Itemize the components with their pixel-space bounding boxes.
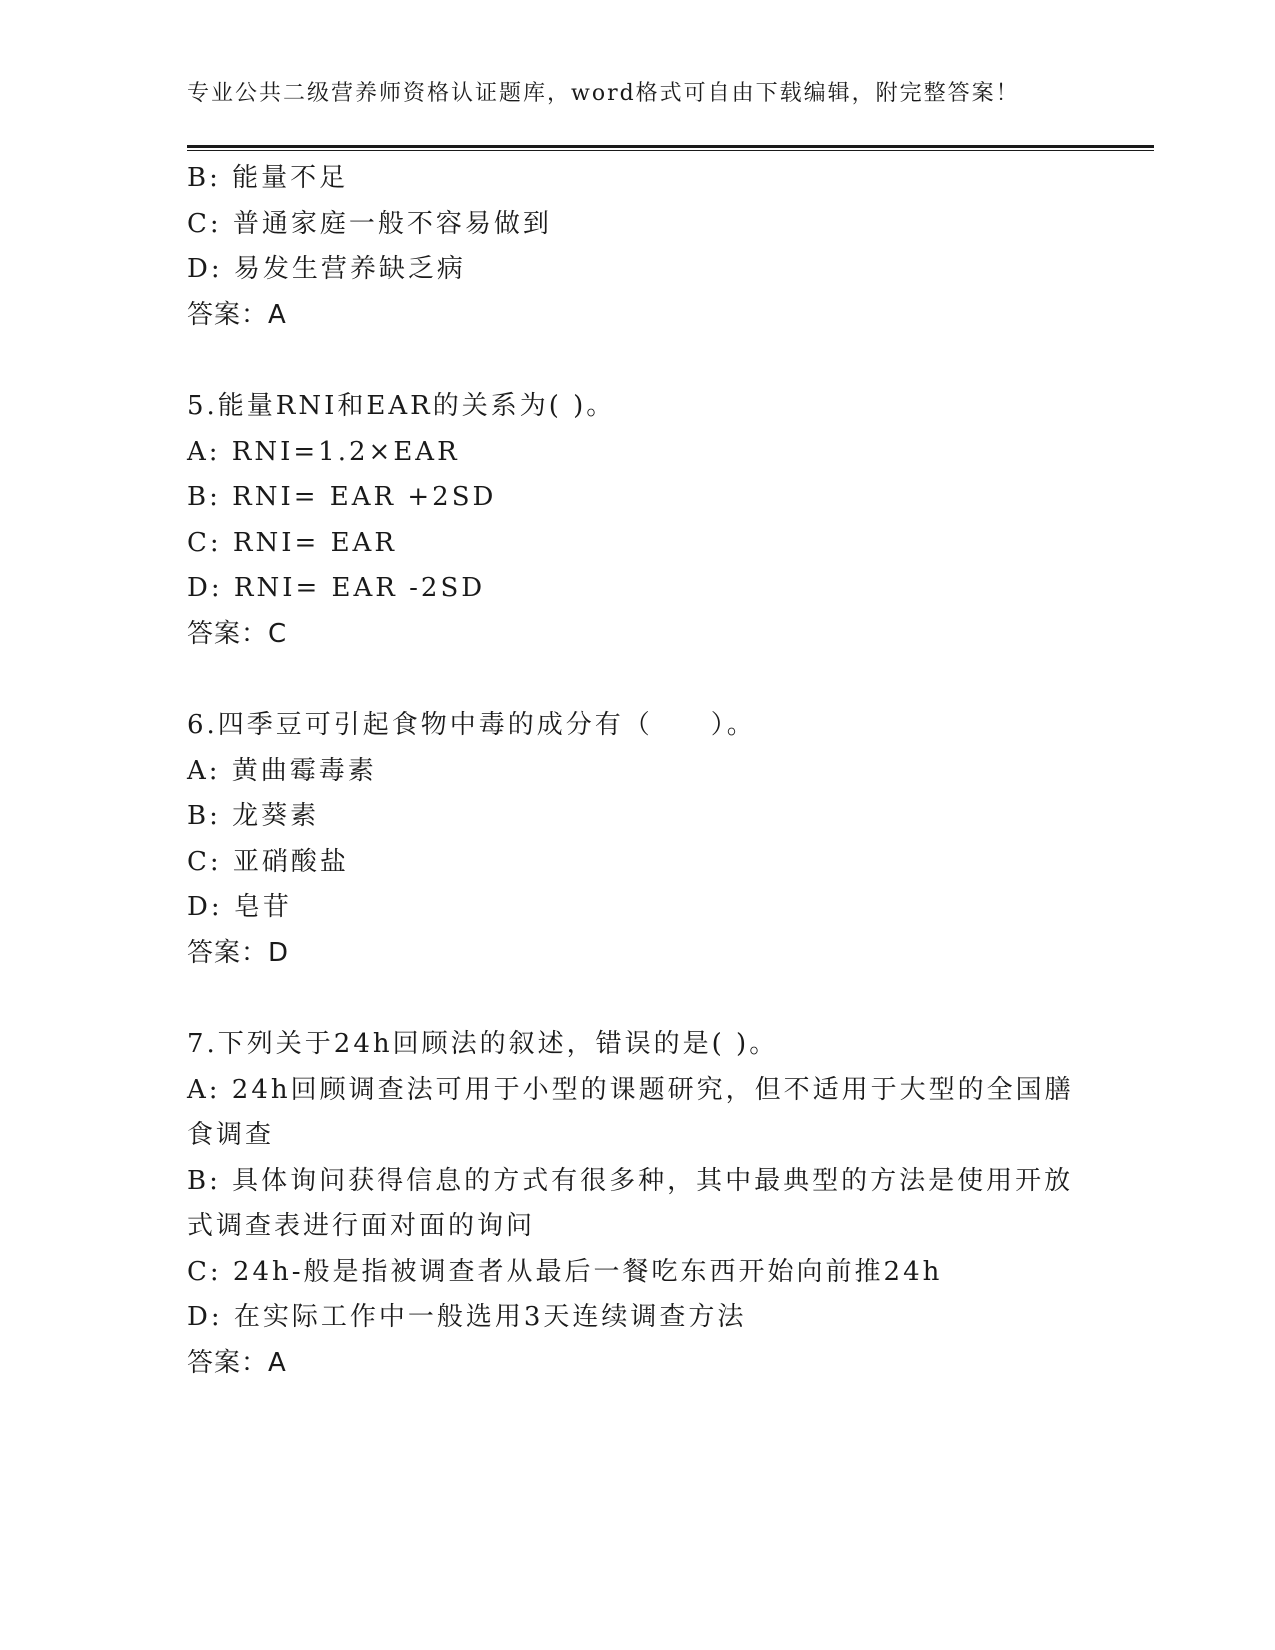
option-c: C: RNI= EAR — [187, 527, 397, 558]
answer-line: 答案：A — [187, 299, 287, 330]
option-a: A: RNI=1.2×EAR — [187, 436, 460, 467]
option-b: B: RNI= EAR +2SD — [187, 482, 497, 512]
question-6 — [187, 703, 1087, 976]
option-c: C: 普通家庭一般不容易做到 — [187, 208, 552, 239]
option-b: B: 龙葵素 — [187, 801, 320, 831]
option-d: D: 易发生营养缺乏病 — [187, 254, 466, 284]
answer-line: 答案：C — [187, 618, 288, 649]
option-c: C: 24h-般是指被调查者从最后一餐吃东西开始向前推24h — [187, 1256, 943, 1287]
option-a: A: 黄曲霉毒素 — [187, 755, 377, 786]
question-stem: 5.能量RNI和EAR的关系为( )。 — [187, 391, 616, 421]
question-5 — [187, 384, 1087, 657]
page-header: 专业公共二级营养师资格认证题库，word格式可自由下载编辑，附完整答案！ — [187, 81, 1020, 106]
option-b: B: 能量不足 — [187, 163, 349, 193]
option-a: A: 24h回顾调查法可用于小型的课题研究，但不适用于大型的全国膳食调查 — [187, 1074, 1074, 1150]
question-stem: 6.四季豆可引起食物中毒的成分有（ ）。 — [187, 710, 756, 740]
option-d: D: 在实际工作中一般选用3天连续调查方法 — [187, 1302, 747, 1332]
header-rule-thick — [187, 145, 1154, 148]
question-7 — [187, 1022, 1087, 1386]
answer-line: 答案：A — [187, 1347, 287, 1378]
previous-question-tail — [187, 156, 1087, 338]
option-b: B: 具体询问获得信息的方式有很多种，其中最典型的方法是使用开放式调查表进行面对面的询问 — [187, 1165, 1074, 1241]
question-stem: 7.下列关于24h回顾法的叙述，错误的是( )。 — [187, 1029, 779, 1059]
option-c: C: 亚硝酸盐 — [187, 846, 349, 877]
document-body — [187, 156, 1087, 1386]
option-d: D: 皂苷 — [187, 892, 292, 922]
answer-line: 答案：D — [187, 937, 290, 968]
option-d: D: RNI= EAR -2SD — [187, 573, 486, 603]
header-rule-thin — [187, 150, 1154, 151]
